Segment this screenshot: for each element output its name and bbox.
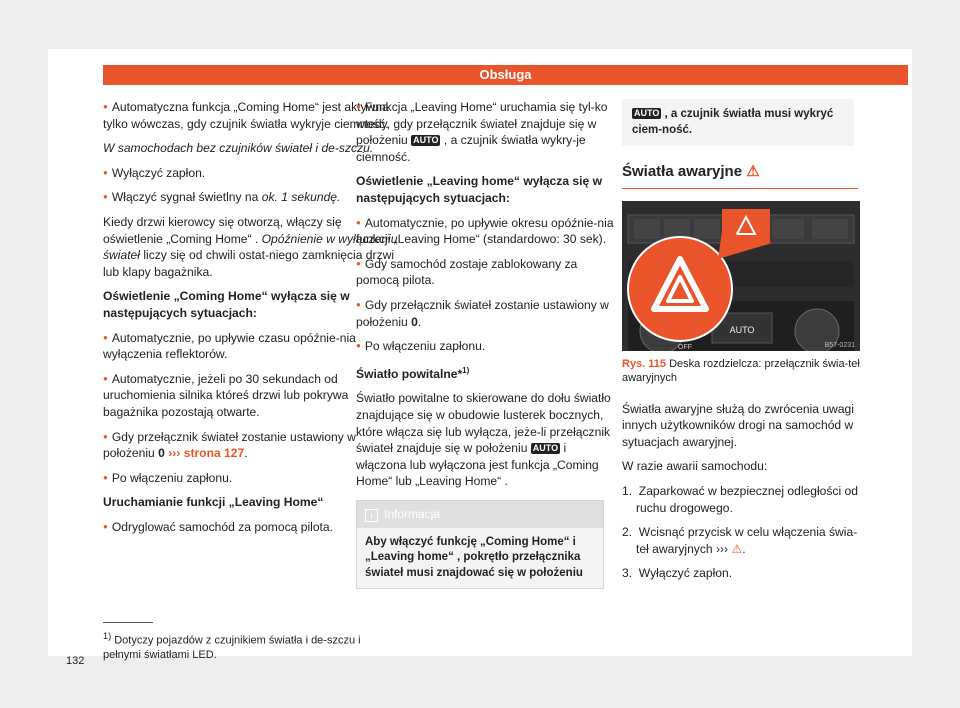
column-3 — [622, 99, 860, 590]
page-reference-link[interactable]: strona 127 — [183, 446, 245, 461]
light-off-symbol: 0 — [158, 446, 165, 461]
paragraph: Światła awaryjne służą do zwrócenia uwagi innych użytkowników drogi na samochód w sytuacjach awaryjnej. — [622, 401, 854, 449]
bullet-item: ● Odryglować samochód za pomocą pilota. — [103, 519, 399, 536]
dashboard-illustration — [622, 201, 860, 351]
section-header: Obsługa — [103, 65, 908, 85]
section-title: Światła awaryjne ⚠ — [622, 164, 858, 189]
bullet-item: ● Automatycznie, jeżeli po 30 sekundach od uruchomienia silnika któreś drzwi lub pokrywa bagażnika pozostają otwarte. — [103, 371, 399, 421]
bullet-item: ● Automatyczna funkcja „Coming Home“ jest aktywna tylko wówczas, gdy czujnik światła wykryje ciemność. — [103, 99, 399, 132]
bullet-item: ● Funkcja „Leaving Home“ uruchamia się tyl-ko wtedy, gdy przełącznik świateł znajduje się w położeniu AUTO , a czujnik światła wykry-je ciemność. — [356, 99, 618, 165]
bullet-item: ● Automatycznie, po upływie czasu opóźnie-nia wyłączenia reflektorów. — [103, 330, 399, 363]
bullet-item: ● Po włączeniu zapłonu. — [103, 470, 399, 487]
photo-auto-button-label: AUTO — [729, 324, 755, 335]
light-off-symbol: 0 — [411, 314, 418, 329]
figure-caption: Rys. 115 Deska rozdzielcza: przełącznik świa-teł awaryjnych — [622, 357, 860, 384]
paragraph: W razie awarii samochodu: — [622, 459, 768, 474]
auto-badge-icon: AUTO — [413, 135, 439, 146]
info-box-body: Aby włączyć funkcję „Coming Home“ i „Leaving home“ , pokrętło przełącznika świateł musi znajdować się w położeniu — [357, 528, 603, 589]
column-1 — [103, 99, 399, 543]
bullet-item: ● Gdy przełącznik świateł zostanie ustawiony w położeniu 0. — [356, 297, 618, 330]
bullet-item: ● Automatycznie, po upływie okresu opóźnie-nia funkcji „Leaving Home“ (standardowo: 30 sek). — [356, 215, 618, 248]
column-2 — [356, 99, 618, 589]
info-box-continuation: AUTO , a czujnik światła musi wykryć ciem-ność. — [622, 99, 854, 146]
bullet-item: ● Wyłączyć zapłon. — [103, 165, 399, 182]
bullet-item: ● Po włączeniu zapłonu. — [356, 338, 618, 355]
numbered-step: 2. Wcisnąć przycisk w celu włączenia świa-teł awaryjnych ››› ⚠. — [622, 525, 858, 556]
footnote: $^{1)}$ Dotyczy pojazdów z czujnikiem światła i de-szczu i pełnymi światłami LED. — [103, 631, 361, 661]
arrows-icon: ››› — [168, 446, 181, 461]
footnote-rule — [103, 622, 153, 623]
bullet-item: ● Gdy samochód zostaje zablokowany za pomocą pilota. — [356, 256, 618, 289]
page-number: 132 — [66, 655, 85, 667]
photo-code: B57-0231 — [824, 341, 855, 349]
numbered-step: 3. Wyłączyć zapłon. — [622, 566, 733, 581]
auto-badge-icon: AUTO — [634, 108, 660, 118]
info-box — [356, 500, 604, 589]
subheading: Światło powitalne*$^{1)}$ — [356, 365, 470, 381]
warning-triangle-icon: ⚠ — [731, 541, 743, 556]
info-icon: i — [365, 509, 378, 522]
applicability-note: W samochodach bez czujników świateł i de-szczu. — [103, 141, 374, 156]
bullet-item: ● Gdy przełącznik świateł zostanie ustawiony w położeniu 0 ››› strona 127. — [103, 429, 399, 462]
hazard-switch-photo — [622, 201, 860, 351]
paragraph: Kiedy drzwi kierowcy się otworzą, włączy się oświetlenie „Coming Home“ . Opóźnienie w wyłączeniu świateł liczy się od chwili ostat-niego zamknięcia drzwi lub klapy bagażnika. — [103, 214, 398, 279]
subheading: Oświetlenie „Coming Home“ wyłącza się w następujących sytuacjach: — [103, 289, 350, 320]
photo-off-label: OFF — [678, 343, 692, 351]
info-box-header: i Informacja — [357, 501, 603, 528]
subheading: Uruchamianie funkcji „Leaving Home“ — [103, 495, 324, 510]
warning-triangle-icon: ⚠ — [746, 163, 760, 180]
manual-page — [48, 49, 912, 667]
subheading: Oświetlenie „Leaving home“ wyłącza się w następujących sytuacjach: — [356, 174, 602, 205]
bullet-item: ● Włączyć sygnał świetlny na ok. 1 sekundę. — [103, 189, 399, 206]
numbered-step: 1. Zaparkować w bezpiecznej odległości od ruchu drogowego. — [622, 483, 858, 515]
paragraph: Światło powitalne to skierowane do dołu światło znajdujące się w obudowie lusterek bocznych, które włącza się lub wyłącza, jeże-li przełącznik świateł znajduje się w położeniu AUTO i włączona lub wyłączona jest funkcja „Coming Home“ lub „Leaving Home“ . — [356, 391, 611, 489]
auto-badge-icon: AUTO — [532, 443, 559, 454]
